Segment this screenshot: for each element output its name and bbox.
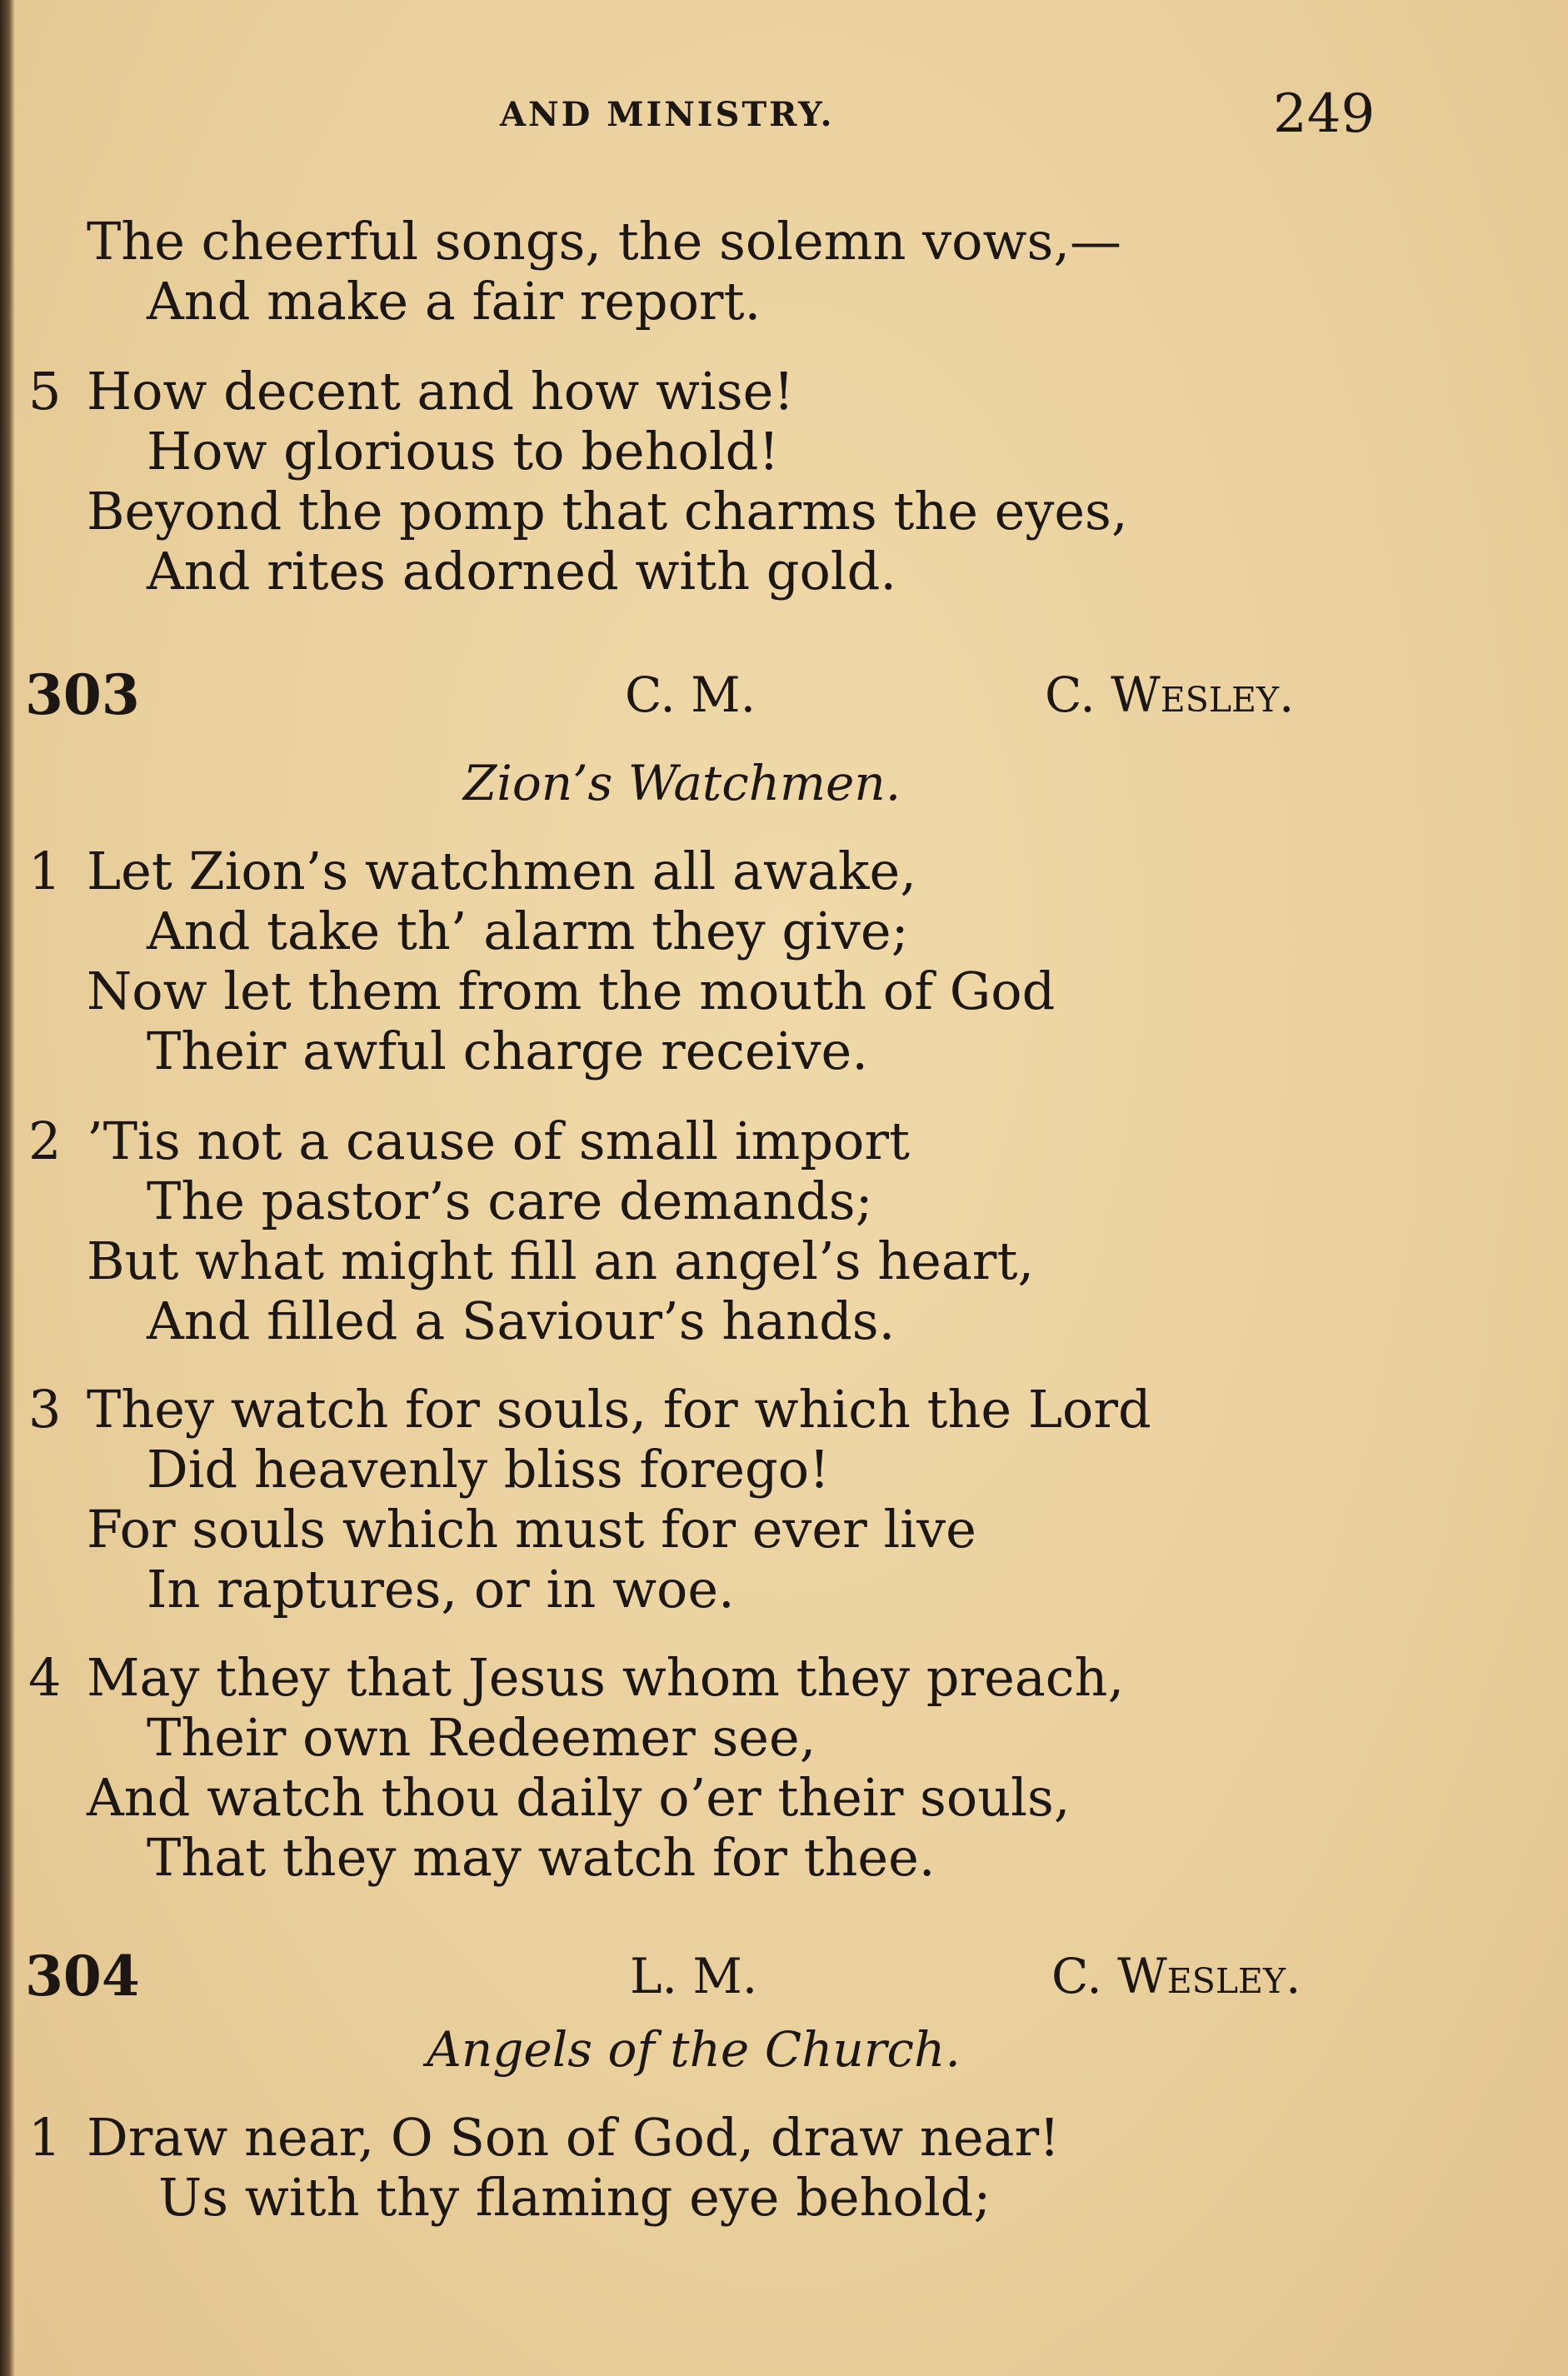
verse-line: How decent and how wise! <box>87 361 795 422</box>
stanza-number: 1 <box>28 841 62 901</box>
verse-line: They watch for souls, for which the Lord <box>87 1379 1151 1440</box>
running-head: AND MINISTRY. <box>500 95 835 134</box>
stanza-number: 5 <box>28 361 62 422</box>
verse-line: Their own Redeemer see, <box>147 1707 816 1768</box>
verse-line: How glorious to behold! <box>147 421 780 482</box>
hymn-title: Zion’s Watchmen. <box>463 755 901 811</box>
page-number: 249 <box>1273 83 1376 145</box>
verse-line: And rites adorned with gold. <box>147 541 897 601</box>
hymn-author: C. Wesley. <box>1045 666 1295 723</box>
stanza-number: 2 <box>28 1111 62 1171</box>
verse-line: May they that Jesus whom they preach, <box>87 1647 1125 1708</box>
verse-line: Did heavenly bliss forego! <box>147 1439 830 1500</box>
hymn-author: C. Wesley. <box>1051 1948 1301 2004</box>
verse-line: And make a fair report. <box>147 271 762 332</box>
stanza-number: 4 <box>28 1647 62 1708</box>
hymn-number: 303 <box>25 662 140 727</box>
hymn-title: Angels of the Church. <box>427 2021 961 2078</box>
verse-line: The cheerful songs, the solemn vows,— <box>87 211 1122 272</box>
verse-line: Their awful charge receive. <box>147 1021 868 1081</box>
book-spine-shadow <box>0 0 15 2376</box>
verse-line: Let Zion’s watchmen all awake, <box>87 841 916 901</box>
verse-line: The pastor’s care demands; <box>147 1171 873 1231</box>
stanza-number: 1 <box>28 2107 62 2168</box>
verse-line: And take th’ alarm they give; <box>147 901 909 961</box>
verse-line: For souls which must for ever live <box>87 1499 976 1560</box>
verse-line: In raptures, or in woe. <box>147 1559 735 1620</box>
verse-line: And watch thou daily o’er their souls, <box>87 1767 1071 1828</box>
page-header <box>0 83 1568 145</box>
verse-line: And filled a Saviour’s hands. <box>147 1290 896 1351</box>
verse-line: ’Tis not a cause of small import <box>87 1111 910 1171</box>
hymn-meter: C. M. <box>625 666 757 723</box>
hymn-meter: L. M. <box>630 1948 758 2004</box>
verse-line: That they may watch for thee. <box>147 1827 936 1888</box>
verse-line: Now let them from the mouth of God <box>87 961 1056 1021</box>
hymn-number: 304 <box>25 1944 140 2009</box>
verse-line: Us with thy flaming eye behold; <box>158 2167 991 2228</box>
verse-line: Draw near, O Son of God, draw near! <box>87 2107 1061 2168</box>
verse-line: But what might fill an angel’s heart, <box>87 1230 1035 1291</box>
verse-line: Beyond the pomp that charms the eyes, <box>87 481 1128 542</box>
stanza-number: 3 <box>28 1379 62 1440</box>
